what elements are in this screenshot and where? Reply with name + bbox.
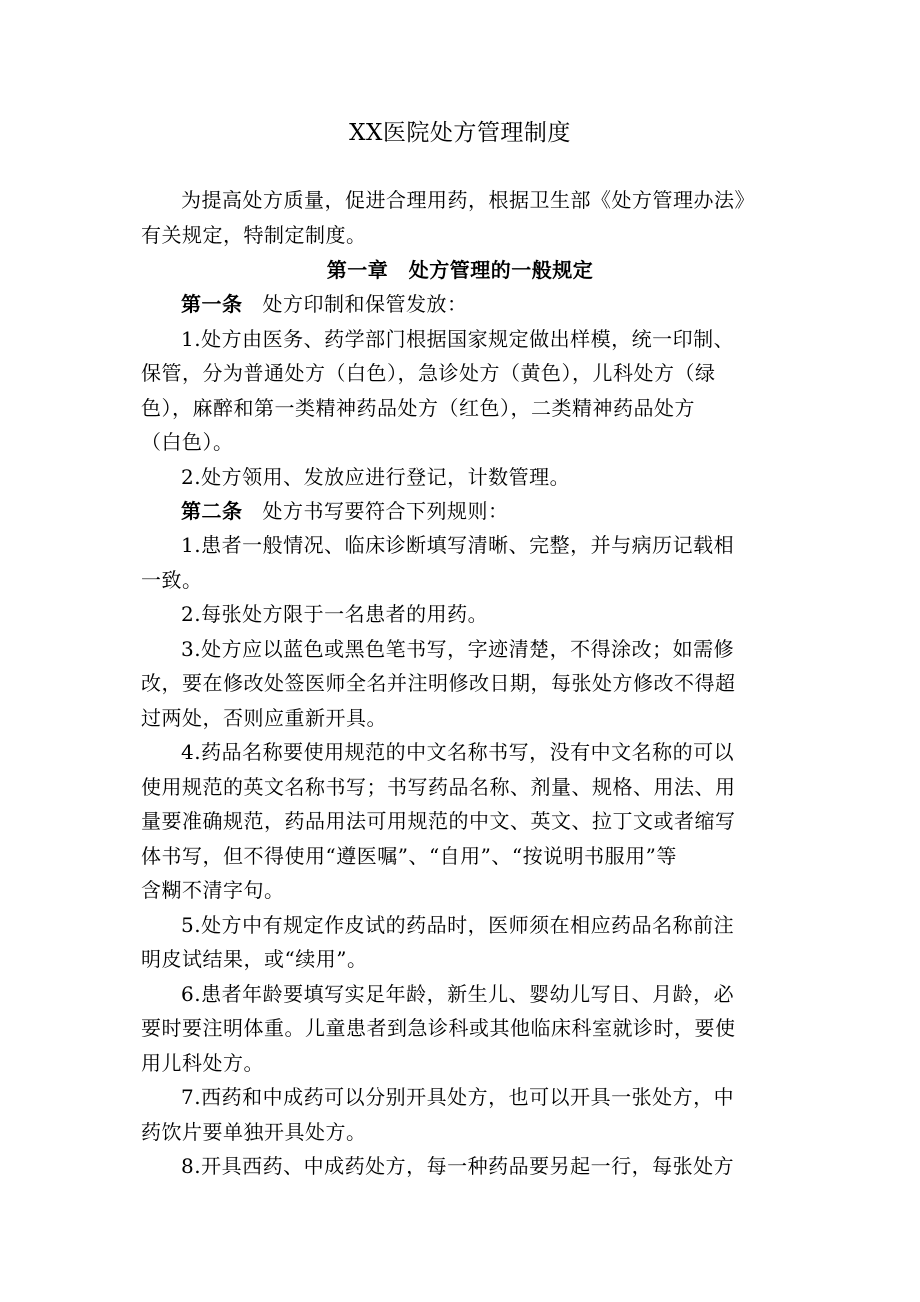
paragraph-line: 用儿科处方。 (141, 1051, 264, 1075)
paragraph-line: 4.药品名称要使用规范的中文名称书写，没有中文名称的可以 (181, 740, 735, 764)
article-1-label: 第一条 (181, 292, 243, 316)
paragraph-line: 3.处方应以蓝色或黑色笔书写，字迹清楚，不得涂改；如需修 (181, 637, 735, 661)
paragraph-line: 体书写，但不得使用“遵医嘱”、“自用”、“按说明书服用”等 (141, 844, 677, 868)
article-2-label: 第二条 (181, 499, 243, 523)
paragraph-line: 保管，分为普通处方（白色），急诊处方（黄色），儿科处方（绿 (141, 361, 716, 385)
paragraph-line: 色），麻醉和第一类精神药品处方（红色），二类精神药品处方 (141, 396, 695, 420)
paragraph-line: 含糊不清字句。 (141, 878, 285, 902)
chapter-heading: 第一章 处方管理的一般规定 (326, 258, 594, 282)
intro-line-2: 有关规定，特制定制度。 (141, 223, 367, 247)
article-2-text: 处方书写要符合下列规则： (262, 499, 509, 523)
paragraph-line: 要时要注明体重。儿童患者到急诊科或其他临床科室就诊时，要使 (141, 1016, 736, 1040)
paragraph-line: 1.患者一般情况、临床诊断填写清晰、完整，并与病历记载相 (181, 533, 735, 557)
paragraph-line: （白色）。 (141, 430, 234, 454)
paragraph-line: 2.每张处方限于一名患者的用药。 (181, 602, 489, 626)
paragraph-line: 使用规范的英文名称书写；书写药品名称、剂量、规格、用法、用 (141, 775, 736, 799)
paragraph-line: 改，要在修改处签医师全名并注明修改日期，每张处方修改不得超 (141, 671, 736, 695)
paragraph-line: 过两处，否则应重新开具。 (141, 706, 387, 730)
paragraph-line: 7.西药和中成药可以分别开具处方，也可以开具一张处方，中 (181, 1085, 735, 1109)
article-1-line (181, 290, 468, 318)
paragraph-line: 量要准确规范，药品用法可用规范的中文、英文、拉丁文或者缩写 (141, 809, 736, 833)
paragraph-line: 1.处方由医务、药学部门根据国家规定做出样模，统一印制、 (181, 327, 735, 351)
paragraph-line: 2.处方领用、发放应进行登记，计数管理。 (181, 465, 571, 489)
paragraph-line: 6.患者年龄要填写实足年龄，新生儿、婴幼儿写日、月龄，必 (181, 982, 735, 1006)
intro-line-1: 为提高处方质量，促进合理用药，根据卫生部《处方管理办法》 (181, 188, 755, 212)
article-2-line (181, 497, 509, 525)
article-1-text: 处方印制和保管发放： (262, 292, 468, 316)
paragraph-line: 药饮片要单独开具处方。 (141, 1120, 367, 1144)
paragraph-line: 5.处方中有规定作皮试的药品时，医师须在相应药品名称前注 (181, 913, 735, 937)
paragraph-line: 一致。 (141, 568, 203, 592)
paragraph-line: 明皮试结果，或“续用”。 (141, 947, 368, 971)
document-title: XX医院处方管理制度 (349, 120, 571, 146)
paragraph-line: 8.开具西药、中成药处方，每一种药品要另起一行，每张处方 (181, 1154, 735, 1178)
